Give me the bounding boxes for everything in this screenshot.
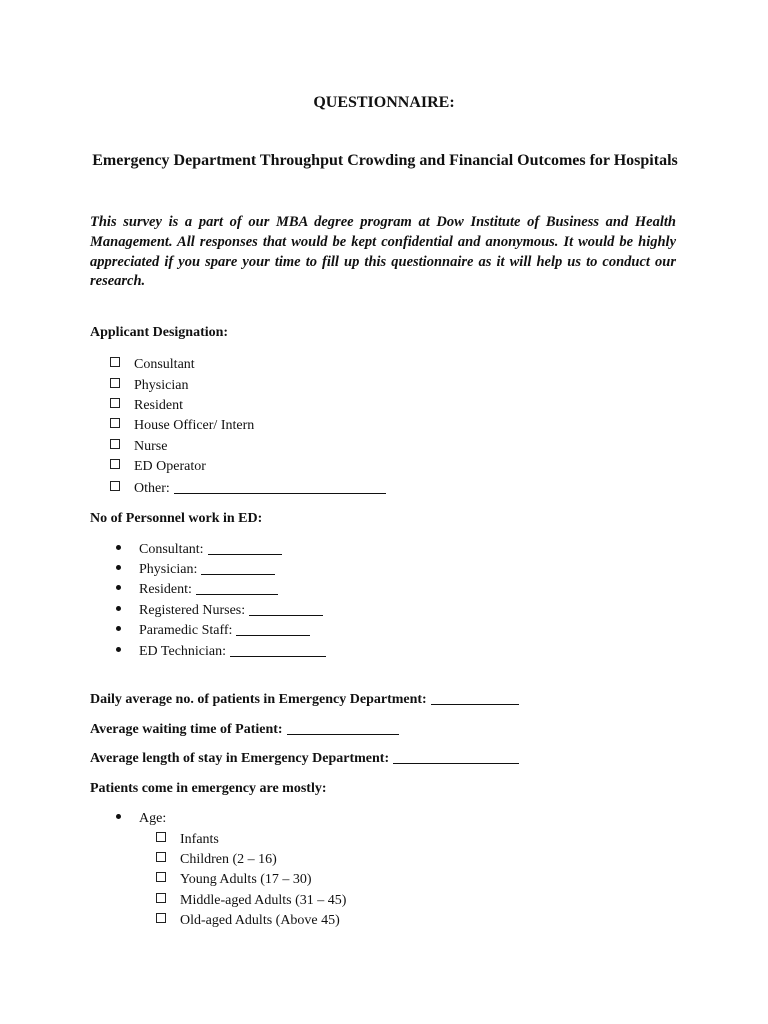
personnel-label: Physician: xyxy=(139,562,198,577)
checkbox-icon[interactable] xyxy=(156,913,166,923)
fill-line[interactable] xyxy=(236,622,310,636)
option-label: Consultant xyxy=(134,357,195,372)
personnel-item-resident xyxy=(116,581,278,598)
age-option-young-adults[interactable] xyxy=(156,872,312,888)
bullet-icon xyxy=(116,545,121,550)
age-option-infants[interactable] xyxy=(156,832,219,848)
option-label: Resident xyxy=(134,398,183,413)
personnel-label: Resident: xyxy=(139,582,192,597)
option-label: Middle-aged Adults (31 – 45) xyxy=(180,893,347,908)
question-label: Average waiting time of Patient: xyxy=(90,722,283,737)
personnel-item-registered-nurses xyxy=(116,602,323,619)
designation-option-ed-operator[interactable] xyxy=(110,459,206,475)
checkbox-icon[interactable] xyxy=(110,398,120,408)
other-fill-line[interactable] xyxy=(174,480,386,494)
question-patients-mostly: Patients come in emergency are mostly: xyxy=(90,781,327,796)
personnel-item-paramedic-staff xyxy=(116,622,310,639)
fill-line[interactable] xyxy=(201,561,275,575)
checkbox-icon[interactable] xyxy=(156,832,166,842)
fill-line[interactable] xyxy=(287,721,399,735)
bullet-icon xyxy=(116,814,121,819)
designation-option-other[interactable] xyxy=(110,480,386,497)
fill-line[interactable] xyxy=(431,691,519,705)
option-label: Physician xyxy=(134,378,189,393)
age-option-children[interactable] xyxy=(156,852,277,868)
bullet-icon xyxy=(116,606,121,611)
personnel-item-consultant xyxy=(116,541,282,558)
checkbox-icon[interactable] xyxy=(110,439,120,449)
designation-option-resident[interactable] xyxy=(110,398,183,414)
personnel-label: Registered Nurses: xyxy=(139,603,246,618)
designation-option-consultant[interactable] xyxy=(110,357,195,373)
fill-line[interactable] xyxy=(208,541,282,555)
question-label: Average length of stay in Emergency Department: xyxy=(90,751,390,766)
age-item xyxy=(116,811,166,827)
survey-subtitle: Emergency Department Throughput Crowding and Financial Outcomes for Hospitals xyxy=(92,152,678,169)
bullet-icon xyxy=(116,647,121,652)
intro-paragraph: This survey is a part of our MBA degree program at Dow Institute of Business and Health Management. All responses that would be kept confidential and anonymous. It would be highly appreciated if you spare your time to fill up this questionnaire as it will help us to conduct our research. xyxy=(90,214,676,290)
age-label: Age: xyxy=(139,811,167,826)
personnel-item-ed-technician xyxy=(116,643,326,660)
personnel-label: ED Technician: xyxy=(139,644,227,659)
designation-option-physician[interactable] xyxy=(110,378,188,394)
designation-heading: Applicant Designation: xyxy=(90,325,229,340)
checkbox-icon[interactable] xyxy=(110,459,120,469)
designation-option-house-officer[interactable] xyxy=(110,418,254,434)
personnel-label: Paramedic Staff: xyxy=(139,623,233,638)
checkbox-icon[interactable] xyxy=(110,357,120,367)
fill-line[interactable] xyxy=(230,643,326,657)
fill-line[interactable] xyxy=(249,602,323,616)
fill-line[interactable] xyxy=(196,581,278,595)
checkbox-icon[interactable] xyxy=(156,893,166,903)
option-label: Nurse xyxy=(134,439,168,454)
option-label: ED Operator xyxy=(134,459,206,474)
question-waiting-time xyxy=(90,721,399,738)
personnel-heading: No of Personnel work in ED: xyxy=(90,511,263,526)
checkbox-icon[interactable] xyxy=(110,378,120,388)
age-option-old-aged[interactable] xyxy=(156,913,340,929)
personnel-item-physician xyxy=(116,561,275,578)
question-length-of-stay xyxy=(90,750,519,767)
checkbox-icon[interactable] xyxy=(156,872,166,882)
option-label: Old-aged Adults (Above 45) xyxy=(180,913,340,928)
bullet-icon xyxy=(116,626,121,631)
checkbox-icon[interactable] xyxy=(110,418,120,428)
option-label: Other: xyxy=(134,481,170,496)
bullet-icon xyxy=(116,585,121,590)
checkbox-icon[interactable] xyxy=(110,481,120,491)
bullet-icon xyxy=(116,565,121,570)
page-title: QUESTIONNAIRE: xyxy=(313,94,455,111)
fill-line[interactable] xyxy=(393,750,519,764)
question-label: Daily average no. of patients in Emergency Department: xyxy=(90,692,427,707)
option-label: Children (2 – 16) xyxy=(180,852,277,867)
question-daily-average xyxy=(90,691,519,708)
option-label: House Officer/ Intern xyxy=(134,418,255,433)
option-label: Infants xyxy=(180,832,219,847)
age-option-middle-aged[interactable] xyxy=(156,893,346,909)
designation-option-nurse[interactable] xyxy=(110,439,167,455)
personnel-label: Consultant: xyxy=(139,542,204,557)
checkbox-icon[interactable] xyxy=(156,852,166,862)
option-label: Young Adults (17 – 30) xyxy=(180,872,312,887)
